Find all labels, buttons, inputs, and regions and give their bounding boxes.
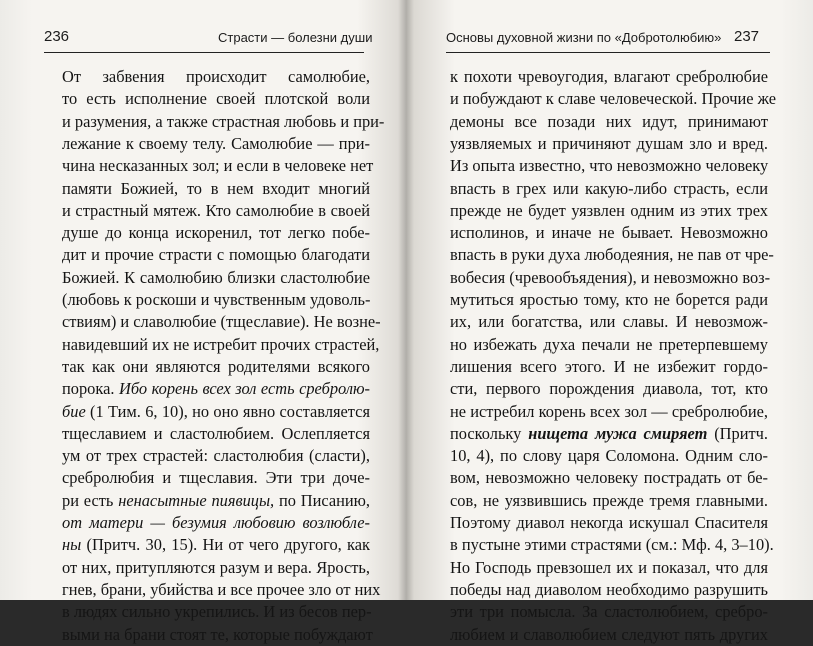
text-segment: и разумения, а также страстная любовь и при- xyxy=(62,111,385,131)
text-segment: душе до конца искоренил, тот легко побе- xyxy=(62,223,370,243)
right-header-rule xyxy=(446,52,770,53)
text-line xyxy=(450,512,768,534)
text-segment: прежде не будет уязвлен одним из этих трех xyxy=(450,200,768,220)
text-segment: вобесия (чревообъядения), и невозможно воз- xyxy=(450,267,771,287)
text-line xyxy=(450,66,768,88)
text-line xyxy=(450,378,768,400)
text-segment: Божией. К самолюбию близки сластолюбие xyxy=(62,267,370,287)
text-line xyxy=(62,401,370,423)
text-segment: в людях сильно укрепились. И из бесов пер- xyxy=(62,602,372,622)
text-line xyxy=(62,490,370,512)
text-line xyxy=(450,601,768,623)
text-segment: Ибо корень всех зол есть сребролю- xyxy=(119,379,371,399)
text-segment: От забвения происходит самолюбие, xyxy=(62,67,370,86)
text-segment: порока. xyxy=(62,379,119,399)
text-segment: поскольку xyxy=(450,423,529,443)
text-segment: по Писанию, xyxy=(274,490,370,510)
text-line xyxy=(62,88,370,110)
right-page xyxy=(406,0,813,644)
text-segment: бие xyxy=(62,401,86,421)
text-segment: 10, 4), по слову царя Соломона. Одним сло- xyxy=(450,446,768,466)
text-line xyxy=(450,401,768,423)
text-line xyxy=(450,624,768,646)
left-page xyxy=(0,0,406,644)
text-segment: вом, невозможно человеку пострадать от бе- xyxy=(450,468,768,488)
text-segment: их, или богатства, или славы. И невозмож- xyxy=(450,312,768,332)
text-line xyxy=(62,624,373,646)
left-header-rule xyxy=(44,52,364,53)
text-segment: впасть в грех или какую-либо страсть, если xyxy=(450,178,768,198)
text-segment: Поэтому диавол некогда искушал Спасителя xyxy=(450,513,768,532)
text-segment: ри есть xyxy=(62,490,119,510)
text-line xyxy=(450,423,768,445)
text-segment: победы над диаволом необходимо разрушить xyxy=(450,579,768,599)
text-line xyxy=(62,178,370,200)
text-segment: то есть исполнение своей плотской воли xyxy=(62,89,370,109)
text-line xyxy=(450,111,768,133)
text-line xyxy=(450,467,768,489)
text-segment: навидевший их не истребит прочих страстей, xyxy=(62,334,380,354)
text-line xyxy=(62,534,370,556)
text-segment: гнев, брани, убийства и все прочее зло от них xyxy=(62,579,381,599)
text-segment: эти три помысла. За сластолюбием, сребро- xyxy=(450,602,768,622)
text-segment: не истребил корень всех зол — сребролюбие, xyxy=(450,401,768,421)
text-line xyxy=(62,557,370,579)
text-line xyxy=(450,445,768,467)
text-line xyxy=(62,378,370,400)
text-segment: лежание к своему телу. Самолюбие — при- xyxy=(62,133,370,153)
text-line xyxy=(62,222,370,244)
text-segment: и страстный мятеж. Кто самолюбие в своей xyxy=(62,200,370,220)
right-running-head: Основы духовной жизни по «Добротолюбию» xyxy=(446,30,722,45)
text-segment: так как они являются родителями всякого xyxy=(62,356,370,376)
text-line xyxy=(62,133,370,155)
text-segment: и побуждают к славе человеческой. Прочие же xyxy=(450,89,777,109)
text-line xyxy=(62,601,370,623)
text-line xyxy=(62,334,380,356)
text-line xyxy=(62,244,370,266)
text-segment: сов, не уязвившись прежде тремя главными. xyxy=(450,490,768,510)
text-segment: (любовь к роскоши и чувственным удоволь- xyxy=(62,290,371,309)
text-line xyxy=(62,356,370,378)
text-line xyxy=(450,133,768,155)
text-line xyxy=(450,557,768,579)
text-line xyxy=(450,334,768,356)
text-segment: впасть в руки духа любодеяния, не пав от чре- xyxy=(450,245,774,265)
book-gutter xyxy=(398,0,414,600)
text-line xyxy=(450,178,768,200)
text-line xyxy=(450,155,768,177)
text-segment: от матери — безумия любовию возлюбле- xyxy=(62,513,370,532)
text-segment: к похоти чревоугодия, влагают сребролюбие xyxy=(450,67,768,86)
text-segment: но избежать духа печали не претерпевшему xyxy=(450,334,768,354)
text-line xyxy=(450,289,768,311)
left-running-head: Страсти — болезни души xyxy=(218,30,373,45)
text-line xyxy=(62,200,370,222)
text-segment: сти, первого порождения диавола, тот, кто xyxy=(450,379,768,399)
text-segment: нищета мужа смиряет xyxy=(528,423,708,443)
text-line xyxy=(62,311,381,333)
text-segment: (Притч. 30, 15). Ни от чего другого, как xyxy=(81,535,370,555)
text-segment: Из опыта известно, что невозможно человеку xyxy=(450,156,769,176)
text-segment: ненасытные пиявицы, xyxy=(118,490,275,510)
text-segment: тщеславием и сластолюбием. Ослепляется xyxy=(62,423,370,443)
text-line xyxy=(62,66,370,88)
text-line xyxy=(450,267,771,289)
text-segment: мутиться яростью тому, кто не борется ради xyxy=(450,290,768,309)
text-segment: ствиям) и славолюбие (тщеславие). Не возне- xyxy=(62,312,381,332)
text-segment: исполинов, и иначе не бывает. Невозможно xyxy=(450,223,768,243)
right-page-number: 237 xyxy=(734,28,760,45)
text-line xyxy=(450,244,774,266)
text-line xyxy=(62,111,385,133)
text-segment: уязвляемых и причиняют душам зло и вред. xyxy=(450,133,768,153)
text-line xyxy=(62,579,381,601)
text-line xyxy=(450,579,768,601)
text-segment: чина несказанных зол; и если в человеке нет xyxy=(62,156,374,176)
text-line xyxy=(62,445,370,467)
text-segment: демоны все позади них идут, принимают xyxy=(450,111,768,131)
text-segment: памяти Божией, то в нем входит многий xyxy=(62,178,370,198)
text-line xyxy=(450,534,774,556)
text-line xyxy=(62,512,370,534)
text-segment: сребролюбия и тщеславия. Эти три доче- xyxy=(62,468,370,488)
text-segment: любием и славолюбием следуют пять других xyxy=(450,624,768,644)
text-line xyxy=(62,423,370,445)
text-line xyxy=(62,289,370,311)
text-line xyxy=(62,267,370,289)
text-segment: Но Господь превзошел их и показал, что для xyxy=(450,557,768,577)
text-line xyxy=(450,356,768,378)
text-line xyxy=(62,467,370,489)
text-segment: в пустыне этими страстями (см.: Мф. 4, 3–10). xyxy=(450,535,774,555)
text-line xyxy=(450,222,768,244)
text-segment: лишения всего этого. И не избежит гордо- xyxy=(450,356,768,376)
text-segment: дит и прочие страсти с помощью благодати xyxy=(62,245,370,265)
text-segment: выми на брани стоят те, которые побуждают xyxy=(62,624,373,644)
text-segment: от них, притупляются разум и вера. Ярость, xyxy=(62,557,370,577)
text-line xyxy=(450,490,768,512)
text-segment: (Притч. xyxy=(707,423,768,443)
text-line xyxy=(450,200,768,222)
text-segment: (1 Тим. 6, 10), но оно явно составляется xyxy=(85,401,370,421)
text-line xyxy=(450,88,777,110)
text-segment: ум от трех страстей: сластолюбия (сласти), xyxy=(62,446,370,466)
text-line xyxy=(450,311,768,333)
left-page-number: 236 xyxy=(44,28,70,45)
text-segment: ны xyxy=(62,535,82,555)
text-line xyxy=(62,155,374,177)
